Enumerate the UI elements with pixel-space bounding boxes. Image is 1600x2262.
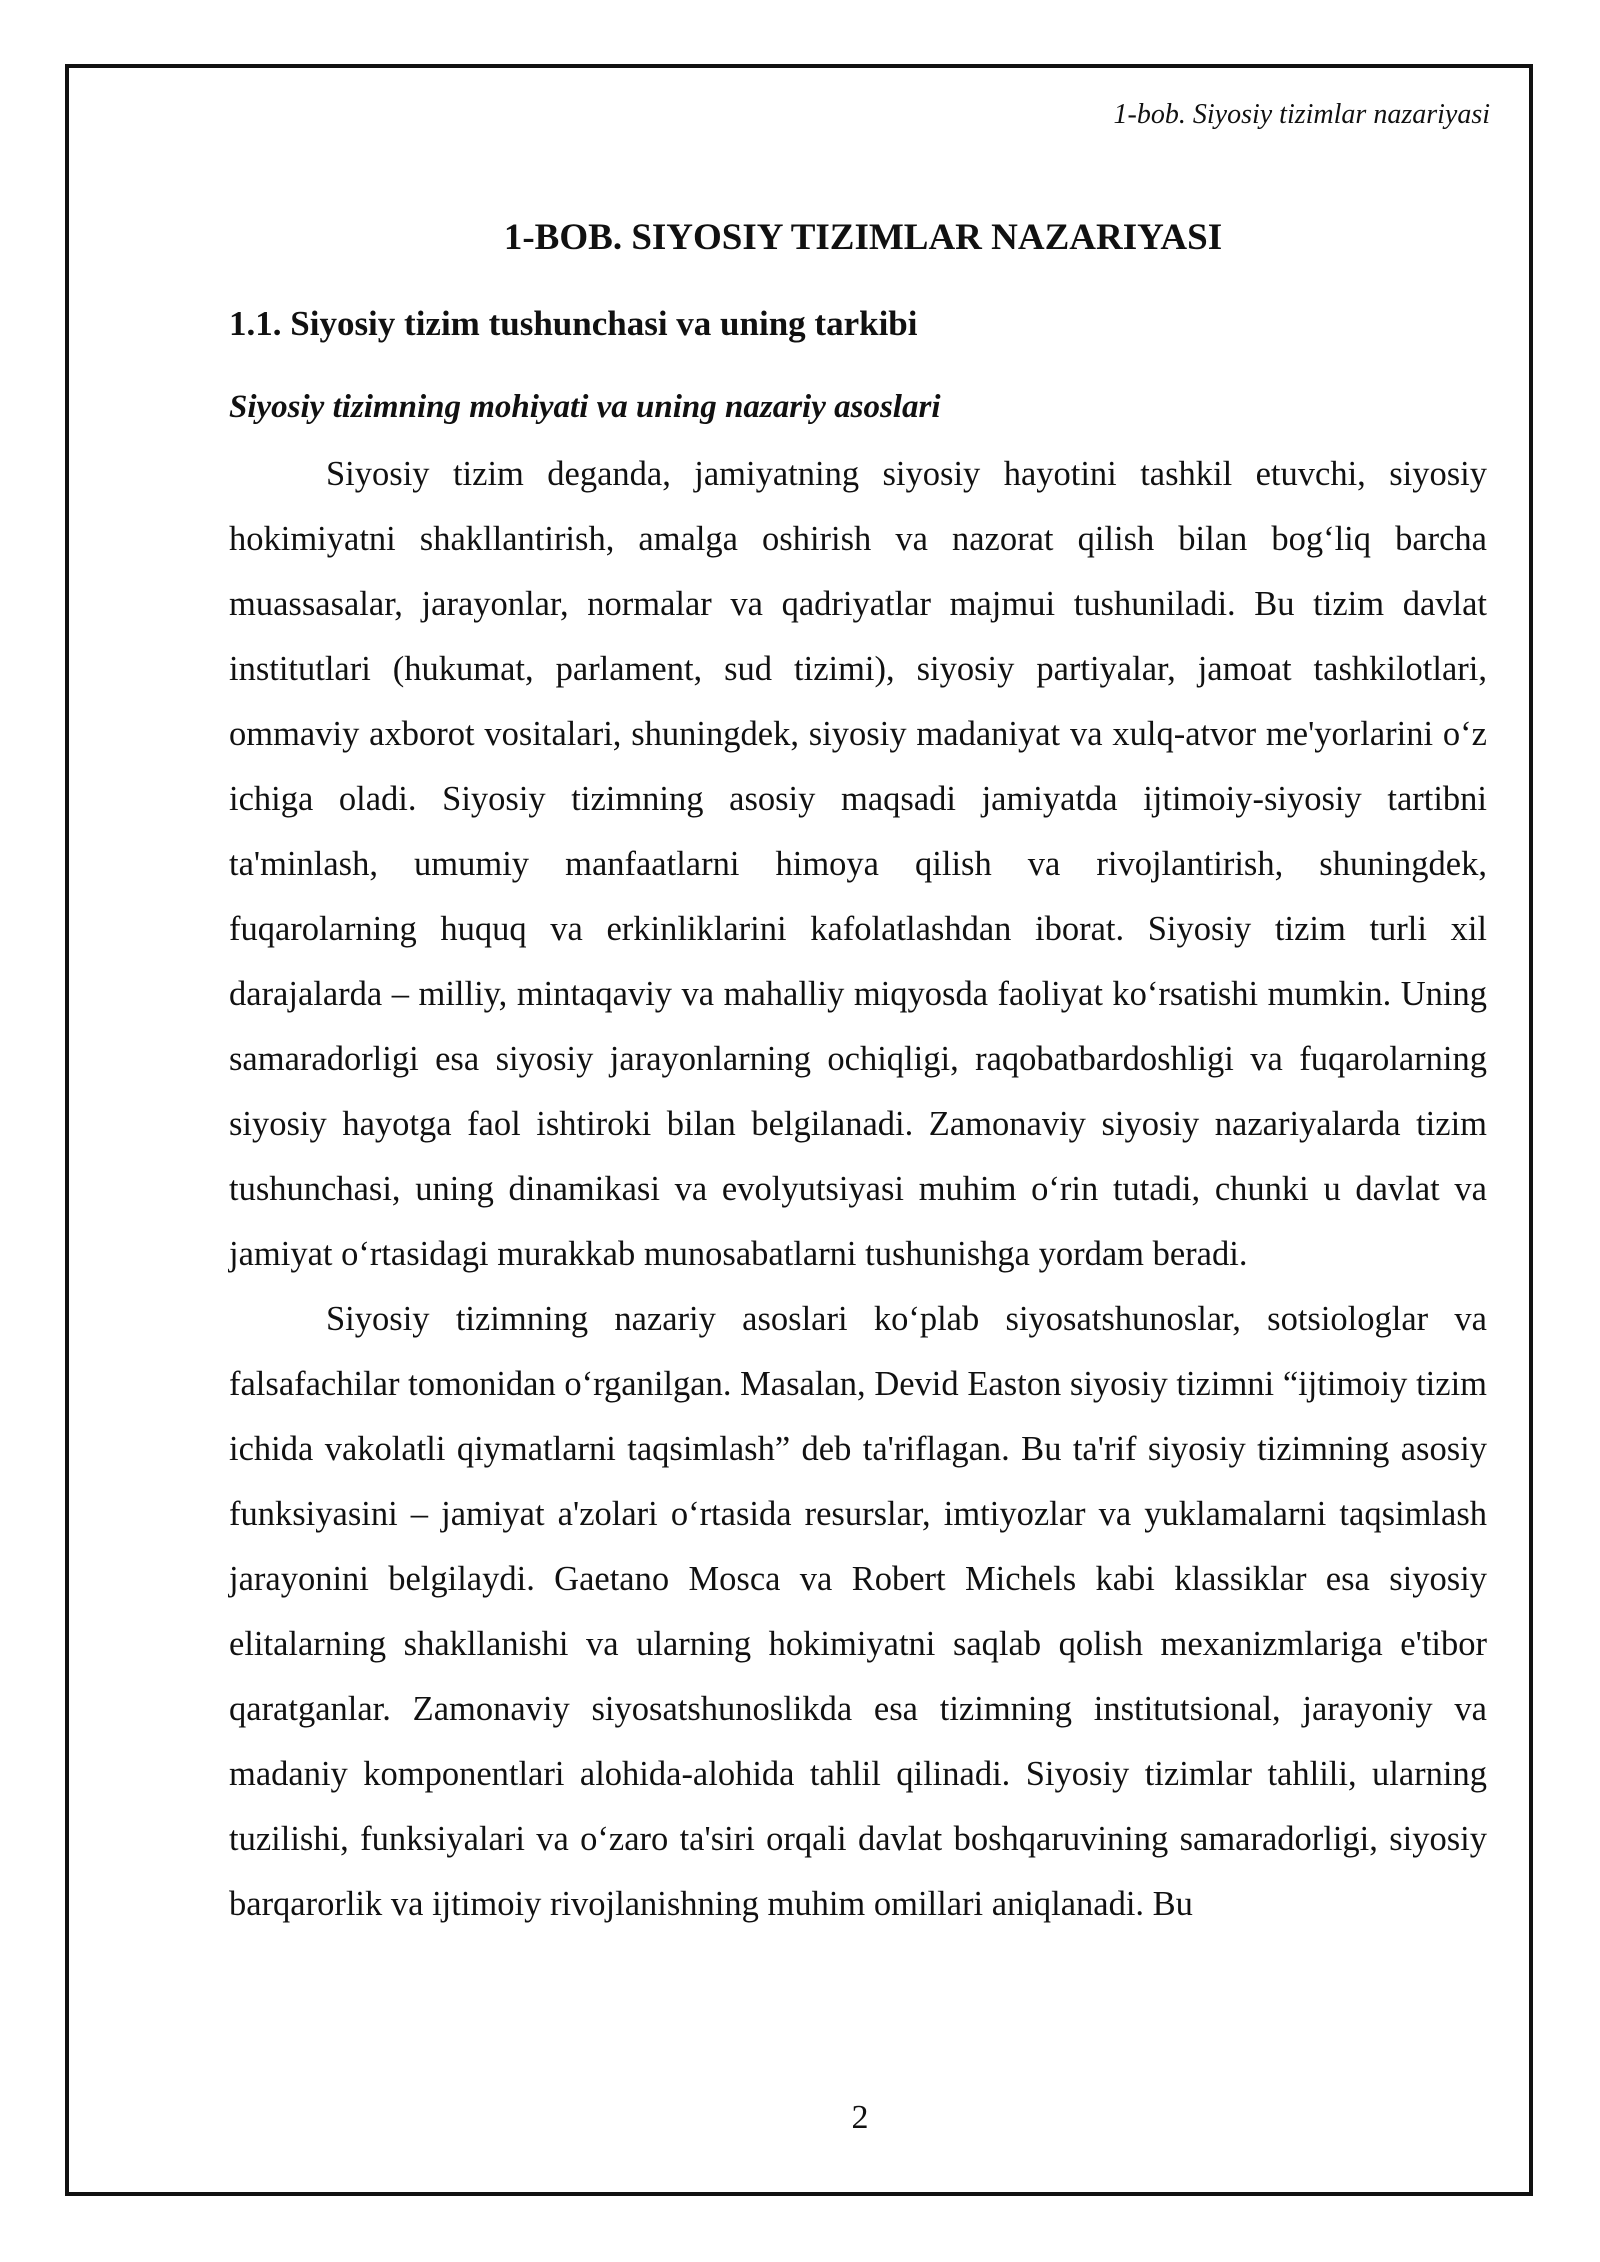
body-paragraph: Siyosiy tizimning nazariy asoslari ko‘plab siyosatshunoslar, sotsiologlar va falsafachilar tomonidan o‘rganilgan. Masalan, Devid Easton siyosiy tizimni “ijtimoiy tizim ichida vakolatli qiymatlarni taqsimlash” deb ta'riflagan. Bu ta'rif siyosiy tizimning asosiy funksiyasini – jamiyat a'zolari o‘rtasida resurslar, imtiyozlar va yuklamalarni taqsimlash jarayonini belgilaydi. Gaetano Mosca va Robert Michels kabi klassiklar esa siyosiy elitalarning shakllanishi va ularning hokimiyatni saqlab qolish mexanizmlariga e'tibor qaratganlar. Zamonaviy siyosatshunoslikda esa tizimning institutsional, jarayoniy va madaniy komponentlari alohida-alohida tahlil qilinadi. Siyosiy tizimlar tahlili, ularning tuzilishi, funksiyalari va o‘zaro ta'siri orqali davlat boshqaruvining samaradorligi, siyosiy barqarorlik va ijtimoiy rivojlanishning muhim omillari aniqlanadi. Bu [229,1300,1487,1923]
subsection-title: Siyosiy tizimning mohiyati va uning nazariy asoslari [229,389,941,425]
section-title: 1.1. Siyosiy tizim tushunchasi va uning tarkibi [229,304,918,343]
body-paragraph: Siyosiy tizim deganda, jamiyatning siyosiy hayotini tashkil etuvchi, siyosiy hokimiyatni shakllantirish, amalga oshirish va nazorat qilish bilan bog‘liq barcha muassasalar, jarayonlar, normalar va qadriyatlar majmui tushuniladi. Bu tizim davlat institutlari (hukumat, parlament, sud tizimi), siyosiy partiyalar, jamoat tashkilotlari, ommaviy axborot vositalari, shuningdek, siyosiy madaniyat va xulq-atvor me'yorlarini o‘z ichiga oladi. Siyosiy tizimning asosiy maqsadi jamiyatda ijtimoiy-siyosiy tartibni ta'minlash, umumiy manfaatlarni himoya qilish va rivojlantirish, shuningdek, fuqarolarning huquq va erkinliklarini kafolatlashdan iborat. Siyosiy tizim turli xil darajalarda – milliy, mintaqaviy va mahalliy miqyosda faoliyat ko‘rsatishi mumkin. Uning samaradorligi esa siyosiy jarayonlarning ochiqligi, raqobatbardoshligi va fuqarolarning siyosiy hayotga faol ishtiroki bilan belgilanadi. Zamonaviy siyosiy nazariyalarda tizim tushunchasi, uning dinamikasi va evolyutsiyasi muhim o‘rin tutadi, chunki u davlat va jamiyat o‘rtasidagi murakkab munosabatlarni tushunishga yordam beradi. [229,455,1487,1273]
running-header: 1-bob. Siyosiy tizimlar nazariyasi [1113,99,1490,130]
chapter-title: 1-BOB. SIYOSIY TIZIMLAR NAZARIYASI [503,217,1223,258]
page-number: 2 [851,2099,869,2136]
page-content [229,206,1487,1937]
